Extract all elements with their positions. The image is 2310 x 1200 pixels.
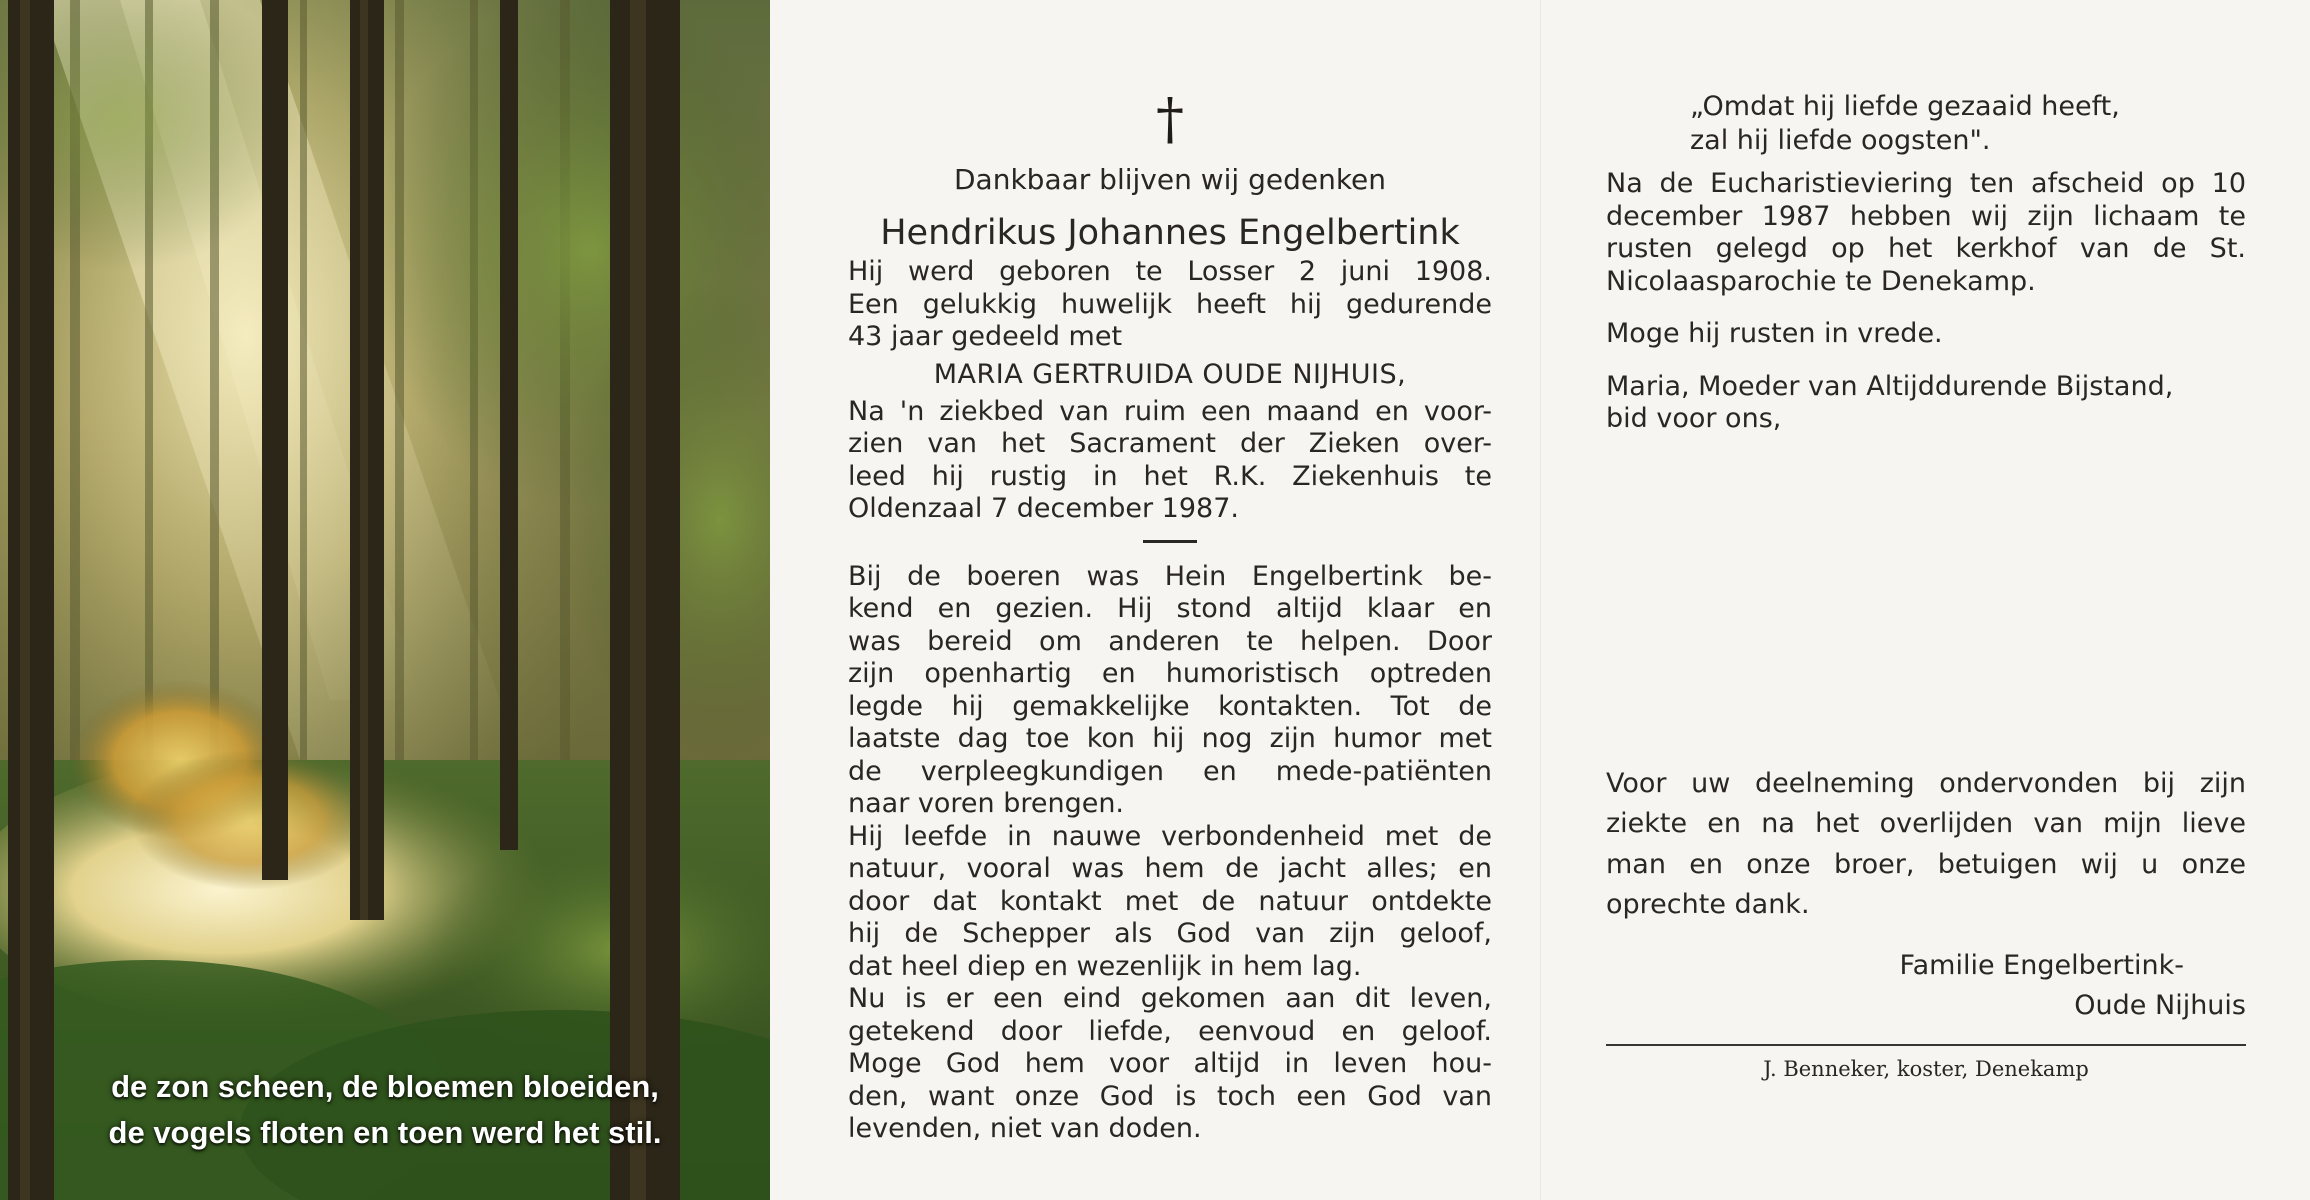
signature-line: Familie Engelbertink-: [1899, 949, 2184, 981]
biography-paragraph: [848, 561, 1492, 821]
footer-rule: [1606, 1044, 2246, 1046]
text-line: hij de Schepper als God van zijn geloof,: [848, 918, 1492, 949]
text-line: Moge God hem voor altijd in leven hou-: [848, 1048, 1492, 1079]
text-line: ziekte en na het overlijden van mijn lieve: [1606, 808, 2246, 839]
text-line: de verpleegkundigen en mede-patiënten: [848, 755, 1492, 787]
funeral-paragraph: [1606, 168, 2246, 298]
text-line: rusten gelegd op het kerkhof van de St.: [1606, 233, 2246, 264]
quote-line: „Omdat hij liefde gezaaid heeft,: [1690, 91, 2120, 122]
caption-line: de zon scheen, de bloemen bloeiden,: [111, 1069, 659, 1104]
printer-credit: J. Benneker, koster, Denekamp: [1763, 1056, 2089, 1081]
prayer-paragraph: [1606, 371, 2246, 436]
text-line: Een gelukkig huwelijk heeft hij gedurende: [848, 288, 1492, 320]
birth-paragraph: [848, 256, 1492, 354]
closing-paragraph: [848, 983, 1492, 1146]
separator-dash: [1143, 540, 1197, 543]
text-line: zien van het Sacrament der Zieken over-: [848, 428, 1492, 459]
text-line: Nicolaasparochie te Denekamp.: [1606, 265, 2036, 297]
death-paragraph: [848, 396, 1492, 526]
caption-line: de vogels floten en toen werd het stil.: [108, 1115, 662, 1150]
nature-paragraph: [848, 821, 1492, 984]
text-line: Na de Eucharistieviering ten afscheid op 10: [1606, 168, 2246, 199]
text-line: legde hij gemakkelijke kontakten. Tot de: [848, 690, 1492, 722]
text-line: was bereid om anderen te helpen. Door: [848, 625, 1492, 657]
photo-caption: [0, 1064, 770, 1156]
text-line: Nu is er een eind gekomen aan dit leven,: [848, 983, 1492, 1014]
cross-icon: †: [1156, 87, 1184, 152]
text-line: Moge hij rusten in vrede.: [1606, 318, 1943, 349]
card-fold: [1540, 0, 1541, 1200]
text-line: getekend door liefde, eenvoud en geloof.: [848, 1015, 1492, 1047]
text-line: Hij werd geboren te Losser 2 juni 1908.: [848, 256, 1492, 287]
text-line: Oldenzaal 7 december 1987.: [848, 493, 1239, 524]
text-line: zijn openhartig en humoristisch optreden: [848, 658, 1492, 689]
text-line: den, want onze God is toch een God van: [848, 1080, 1492, 1112]
intro-line: Dankbaar blijven wij gedenken: [953, 163, 1387, 196]
spouse-name: MARIA GERTRUIDA OUDE NIJHUIS,: [933, 358, 1407, 390]
text-line: door dat kontakt met de natuur ontdekte: [848, 885, 1492, 917]
text-line: bid voor ons,: [1606, 403, 1782, 434]
text-line: man en onze broer, betuigen wij u onze: [1606, 848, 2246, 880]
text-line: Bij de boeren was Hein Engelbertink be-: [848, 560, 1492, 592]
thanks-paragraph: [1606, 764, 2246, 926]
forest-photo: [0, 0, 770, 1200]
text-line: leed hij rustig in het R.K. Ziekenhuis te: [848, 460, 1492, 492]
text-line: natuur, vooral was hem de jacht alles; en: [848, 853, 1492, 884]
text-line: Maria, Moeder van Altijddurende Bijstand,: [1606, 370, 2174, 402]
text-line: oprechte dank.: [1606, 889, 1810, 920]
text-line: dat heel diep en wezenlijk in hem lag.: [848, 950, 1362, 982]
quote-line: zal hij liefde oogsten".: [1690, 125, 1991, 156]
signature-line: Oude Nijhuis: [2074, 989, 2246, 1021]
text-line: naar voren brengen.: [848, 788, 1125, 819]
text-line: Na 'n ziekbed van ruim een maand en voor-: [848, 395, 1492, 427]
text-line: laatste dag toe kon hij nog zijn humor met: [848, 723, 1492, 754]
text-line: Voor uw deelneming ondervonden bij zijn: [1606, 767, 2246, 799]
text-line: 43 jaar gedeeld met: [848, 321, 1123, 352]
memorial-text-panel: [848, 87, 1492, 1146]
thanks-panel: [1606, 90, 2246, 1086]
text-line: december 1987 hebben wij zijn lichaam te: [1606, 200, 2246, 232]
deceased-name: Hendrikus Johannes Engelbertink: [880, 213, 1460, 253]
text-line: levenden, niet van doden.: [848, 1113, 1202, 1144]
rest-line: [1606, 318, 2246, 351]
text-line: Hij leefde in nauwe verbondenheid met de: [848, 820, 1492, 852]
text-line: kend en gezien. Hij stond altijd klaar en: [848, 593, 1492, 624]
forest-photo-panel: [0, 0, 770, 1200]
